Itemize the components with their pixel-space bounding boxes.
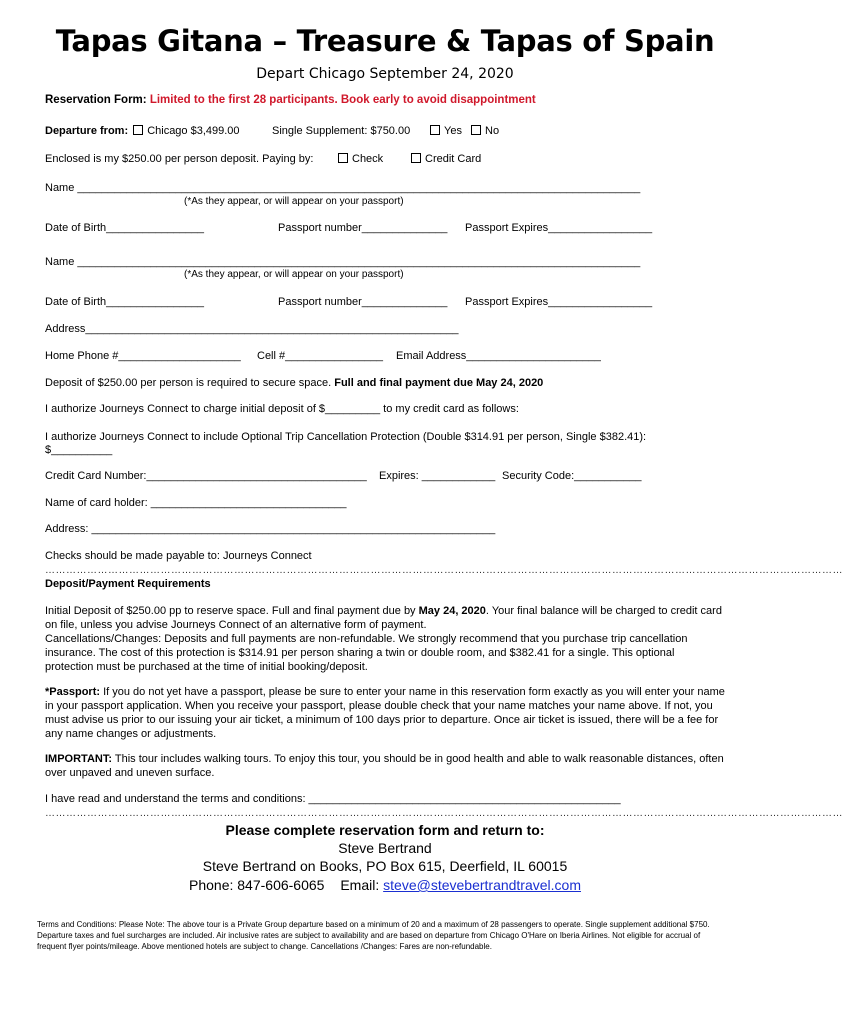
supplement-yes-checkbox[interactable] (430, 125, 440, 135)
passport-field-1[interactable]: Passport number______________ (278, 222, 448, 234)
pay-check-checkbox[interactable] (338, 153, 348, 163)
requirements-deposit-a: Initial Deposit of $250.00 pp to reserve space. Full and final payment due by (45, 605, 419, 617)
deposit-required (45, 377, 543, 390)
divider-dots-1: ………………………………………………………………………………………………………………………………………………………………………………………………………… (45, 565, 843, 576)
passport-expires-field-2[interactable]: Passport Expires_________________ (465, 296, 653, 308)
reservation-line (45, 94, 536, 108)
deposit-required-due: Full and final payment due May 24, 2020 (334, 377, 544, 389)
supplement-yes-label: Yes (444, 125, 462, 137)
pay-credit-label: Credit Card (425, 153, 482, 165)
pay-check-option (336, 153, 383, 166)
supplement-label: Single Supplement: $750.00 (272, 125, 411, 137)
cell-field[interactable]: Cell #________________ (257, 350, 384, 362)
important-text: This tour includes walking tours. To enjoy this tour, you should be in good health and able to walk reasonable distances, often over unpaved and uneven surface. (45, 753, 724, 779)
address-field[interactable]: Address_____________________________________________________________ (45, 323, 459, 335)
return-phone: Phone: 847-606-6065 (189, 877, 325, 893)
home-phone-field[interactable]: Home Phone #____________________ (45, 350, 241, 362)
card-expires-field[interactable]: Expires: ____________ (379, 470, 496, 482)
deposit-required-text: Deposit of $250.00 per person is required to secure space. (45, 377, 335, 389)
return-email-label: Email: (340, 877, 380, 893)
checks-payable: Checks should be made payable to: Journeys Connect (45, 550, 312, 562)
requirements-deposit (45, 604, 725, 632)
passport-expires-field-1[interactable]: Passport Expires_________________ (465, 222, 653, 234)
deposit-enclosed: Enclosed is my $250.00 per person deposit. Paying by: (45, 153, 314, 165)
name-note-2: (*As they appear, or will appear on your passport) (184, 269, 404, 280)
fine-print: Terms and Conditions: Please Note: The above tour is a Private Group departure based on a minimum of 20 and a maximum of 28 passengers to operate. Single supplement additional $750. Departure taxes and fuel surcharges are included. Air inclusive rates are subject to availability and are based on departure from Chicago O'Hare on Iberia Airlines. Not eligible for accrual of frequent flyer points/mileage. Above mentioned hotels are subject to change. Cancellations /Changes: Fares are non-refundable. (37, 920, 710, 951)
supplement-options (428, 125, 499, 138)
important-notice (45, 752, 725, 780)
return-email-link[interactable]: steve@stevebertrandtravel.com (383, 877, 581, 893)
reservation-notice: Limited to the first 28 participants. Book early to avoid disappointment (149, 94, 536, 106)
terms-acknowledge-field[interactable]: I have read and understand the terms and conditions: ___________________________________________________ (45, 793, 621, 805)
pay-credit-option (409, 153, 481, 166)
name-field-1[interactable]: Name ____________________________________________________________________________________________ (45, 182, 641, 194)
page-title: Tapas Gitana – Treasure & Tapas of Spain (55, 24, 715, 58)
passport-notice-text: If you do not yet have a passport, please be sure to enter your name in this reservation form exactly as you will enter your name in your passport application. When you receive your passport, please double check that your name matches your name above. If not, you must advise us prior to our issuing your air ticket, a minimum of 100 days prior to departure. Once air ticket is issued, there will be a fee for any name changes or adjustments. (45, 686, 725, 740)
name-field-2[interactable]: Name ____________________________________________________________________________________________ (45, 256, 641, 268)
passport-field-2[interactable]: Passport number______________ (278, 296, 448, 308)
authorize-deposit: I authorize Journeys Connect to charge initial deposit of $_________ to my credit card as follows: (45, 403, 519, 415)
pay-credit-checkbox[interactable] (411, 153, 421, 163)
authorize-protection-amount[interactable]: $__________ (45, 444, 113, 456)
departure-line (45, 125, 240, 138)
divider-dots-2: ………………………………………………………………………………………………………………………………………………………………………………………………………… (45, 808, 843, 819)
name-note-1: (*As they appear, or will appear on your passport) (184, 196, 404, 207)
supplement-line (272, 125, 410, 138)
authorize-protection: I authorize Journeys Connect to include Optional Trip Cancellation Protection (Double $314.91 per person, Single $382.41): (45, 431, 647, 443)
card-security-field[interactable]: Security Code:___________ (502, 470, 642, 482)
page-subtitle: Depart Chicago September 24, 2020 (256, 66, 514, 82)
supplement-no-label: No (485, 125, 500, 137)
card-address-field[interactable]: Address: __________________________________________________________________ (45, 523, 496, 535)
passport-notice (45, 685, 725, 741)
return-address: Steve Bertrand on Books, PO Box 615, Deerfield, IL 60015 (202, 858, 568, 874)
requirements-heading: Deposit/Payment Requirements (45, 578, 211, 590)
requirements-deposit-date: May 24, 2020 (418, 605, 486, 617)
chicago-option: Chicago $3,499.00 (147, 125, 240, 137)
return-heading: Please complete reservation form and return to: (225, 822, 545, 838)
return-name: Steve Bertrand (338, 840, 432, 856)
dob-field-2[interactable]: Date of Birth________________ (45, 296, 205, 308)
requirements-cancellation: Cancellations/Changes: Deposits and full payments are non-refundable. We strongly recommend that you purchase trip cancellation insurance. The cost of this protection is $314.91 per person sharing a twin or double room, and $382.41 for a single. This optional protection must be purchased at the time of initial booking/deposit. (45, 633, 688, 673)
important-label: IMPORTANT: (45, 753, 113, 765)
departure-label: Departure from: (45, 125, 129, 137)
return-contact (0, 877, 770, 894)
cardholder-field[interactable]: Name of card holder: ________________________________ (45, 497, 347, 509)
requirements-deposit-c: . Your final balance will be charged to credit card on file, unless you advise Journeys Connect of an alternative form of payment. (45, 605, 722, 631)
passport-notice-label: *Passport: (45, 686, 101, 698)
reservation-label: Reservation Form: (45, 94, 147, 106)
email-field[interactable]: Email Address______________________ (396, 350, 601, 362)
supplement-no-checkbox[interactable] (471, 125, 481, 135)
pay-check-label: Check (352, 153, 384, 165)
card-number-field[interactable]: Credit Card Number:____________________________________ (45, 470, 367, 482)
chicago-checkbox[interactable] (133, 125, 143, 135)
dob-field-1[interactable]: Date of Birth________________ (45, 222, 205, 234)
